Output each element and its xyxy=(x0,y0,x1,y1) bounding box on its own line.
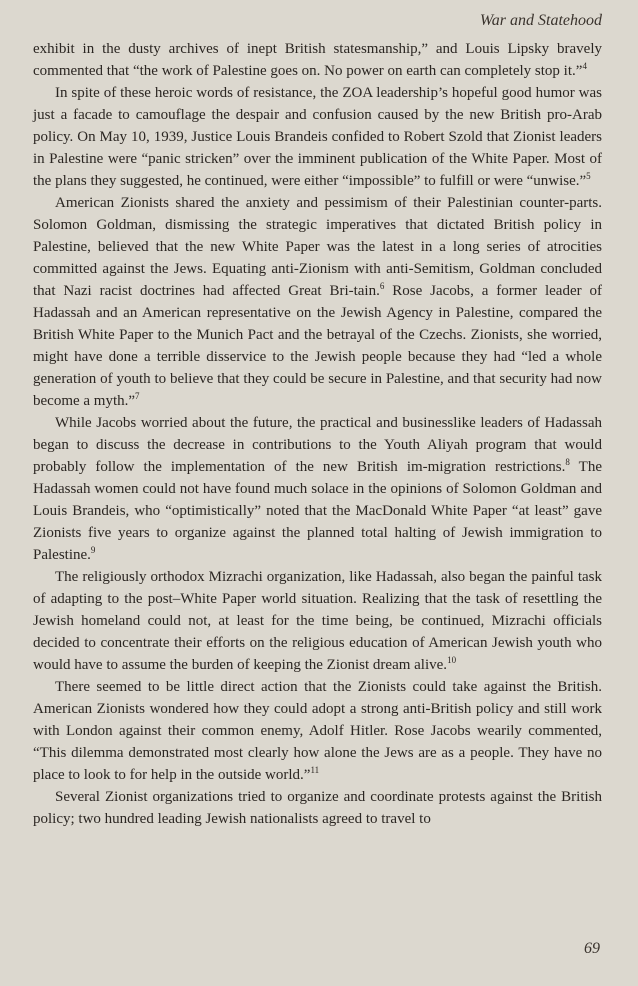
paragraph-text: American Zionists shared the anxiety and pessimism of their Palestinian counter-parts. Solomon Goldman, dismissing the strategic imperatives that dictated British policy in Palestine, believed that the new White Paper was the latest in a long series of atrocities committed against the Jews. Equating anti-Zionism with anti-Semitism, Goldman concluded that Nazi racist doctrines had affected Great Bri-tain. xyxy=(33,195,602,299)
paragraph xyxy=(33,566,602,676)
paragraph-text: Several Zionist organizations tried to organize and coordinate protests against the British policy; two hundred leading Jewish nationalists agreed to travel to xyxy=(33,789,602,827)
paragraph-text: exhibit in the dusty archives of inept British statesmanship,” and Louis Lipsky bravely commented that “the work of Palestine goes on. No power on earth can completely stop it.” xyxy=(33,41,602,79)
footnote-marker: 8 xyxy=(565,457,570,467)
paragraph-text: In spite of these heroic words of resistance, the ZOA leadership’s hopeful good humor was just a facade to camouflage the despair and confusion caused by the new British pro-Arab policy. On May 10, 1939, Justice Louis Brandeis confided to Robert Szold that Zionist leaders in Palestine were “panic stricken” over the imminent publication of the White Paper. Most of the plans they suggested, he continued, were either “impossible” to fulfill or were “unwise.” xyxy=(33,85,602,189)
running-head: War and Statehood xyxy=(479,12,602,29)
paragraph-text: The religiously orthodox Mizrachi organization, like Hadassah, also began the painful task of adapting to the post–White Paper world situation. Realizing that the task of resettling the Jewish homeland could not, at least for the time being, be continued, Mizrachi officials decided to concentrate their efforts on the religious education of American Jewish youth who would have to assume the burden of keeping the Zionist dream alive. xyxy=(33,569,602,673)
body-text xyxy=(33,38,602,830)
footnote-marker: 6 xyxy=(379,281,385,291)
paragraph-text: While Jacobs worried about the future, the practical and businesslike leaders of Hadassah began to discuss the decrease in contributions to the Youth Aliyah program that would probably follow the implementation of the new British im-migration restrictions. xyxy=(33,415,602,475)
footnote-marker: 4 xyxy=(582,61,587,71)
page-number: 69 xyxy=(584,940,600,957)
footnote-marker: 7 xyxy=(135,391,140,401)
footnote-marker: 5 xyxy=(586,171,591,181)
paragraph xyxy=(33,38,602,82)
paragraph xyxy=(33,412,602,566)
paragraph-text: There seemed to be little direct action that the Zionists could take against the British. American Zionists wondered how they could adopt a strong anti-British policy and still work with London against their common enemy, Adolf Hitler. Rose Jacobs wearily commented, “This dilemma demonstrated most clearly how alone the Jews are as a people. They have no place to look to for help in the outside world.” xyxy=(33,679,602,783)
paragraph xyxy=(33,82,602,192)
paragraph xyxy=(33,676,602,786)
paragraph xyxy=(33,192,602,412)
footnote-marker: 10 xyxy=(447,655,457,665)
paragraph-text: The Hadassah women could not have found much solace in the opinions of Solomon Goldman and Louis Brandeis, who “optimistically” noted that the MacDonald White Paper “at least” gave Zionists five years to organize against the planned total halting of Jewish immigration to Palestine. xyxy=(33,459,602,563)
paragraph-text: Rose Jacobs, a former leader of Hadassah and an American representative on the Jewish Agency in Palestine, compared the British White Paper to the Munich Pact and the betrayal of the Czechs. Zionists, she worried, might have done a terrible disservice to the Jewish people because they had “led a whole generation of youth to believe that they could be secure in Palestine, and that security had now become a myth.” xyxy=(33,283,602,409)
footnote-marker: 11 xyxy=(310,765,320,775)
footnote-marker: 9 xyxy=(90,545,96,555)
paragraph xyxy=(33,786,602,830)
